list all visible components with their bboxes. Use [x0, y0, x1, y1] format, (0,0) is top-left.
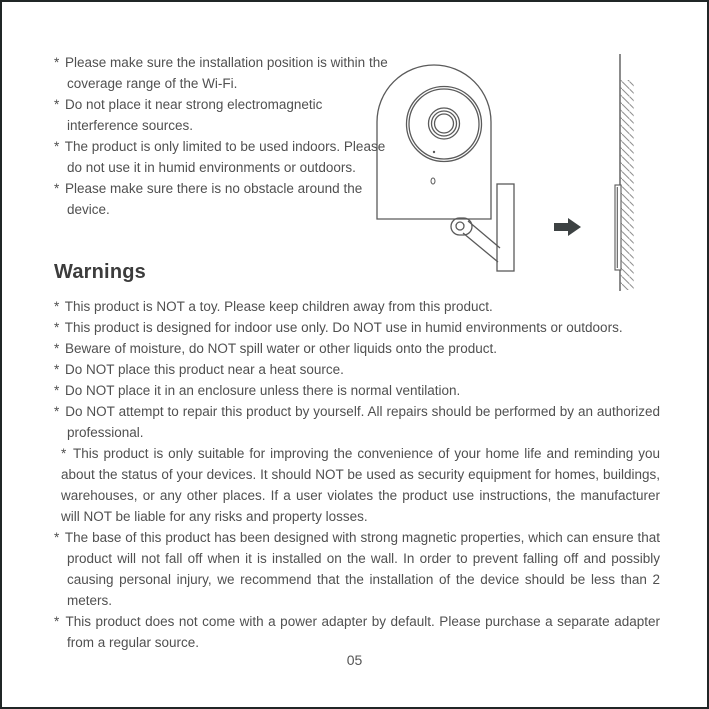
indicator-led [433, 151, 435, 153]
warning-text: This product is only suitable for improving the convenience of your home life and reminding you about the status of your devices. It should NOT be used as security equipment for homes, buildings, warehouses, or any other places. If a user violates the product use instructions, the manufacturer will NOT be liable for any risks and property losses. [61, 446, 660, 524]
warnings-title: Warnings [54, 261, 146, 283]
warning-text: Do NOT place this product near a heat source. [65, 362, 344, 377]
bullet: * [54, 530, 60, 545]
note-text: Do not place it near strong electromagnetic interference sources. [65, 97, 323, 133]
list-item [54, 136, 388, 178]
wall-plate [615, 185, 621, 270]
wall [615, 54, 634, 291]
list-item [54, 611, 660, 653]
list-item [54, 359, 660, 380]
list-item [54, 52, 388, 94]
warning-text: Do NOT attempt to repair this product by yourself. All repairs should be performed by an authorized professional. [65, 404, 660, 440]
bullet: * [54, 320, 60, 335]
bullet: * [54, 97, 60, 112]
bullet: * [54, 299, 60, 314]
bullet: * [61, 446, 67, 461]
bullet: * [54, 341, 60, 356]
list-item [54, 94, 388, 136]
bullet: * [54, 614, 60, 629]
bullet: * [54, 404, 60, 419]
list-item [54, 527, 660, 611]
warning-text: Do NOT place it in an enclosure unless there is normal ventilation. [65, 383, 461, 398]
list-item [61, 443, 660, 527]
note-text: Please make sure there is no obstacle around the device. [65, 181, 363, 217]
warning-text: Beware of moisture, do NOT spill water or other liquids onto the product. [65, 341, 497, 356]
warning-text: This product is NOT a toy. Please keep children away from this product. [64, 299, 493, 314]
warnings-list [54, 296, 660, 653]
list-item [54, 380, 660, 401]
list-item [54, 317, 660, 338]
bullet: * [54, 139, 60, 154]
installation-notes [54, 52, 388, 220]
warning-text: The base of this product has been designed with strong magnetic properties, which can ensure that product will not fall off when it is installed on the wall. In order to prevent falling off and possibly causing personal injury, we recommend that the installation of the device should be less than 2 meters. [64, 530, 660, 608]
note-text: The product is only limited to be used indoors. Please do not use it in humid environments or outdoors. [64, 139, 386, 175]
arrow-right-icon [554, 218, 581, 236]
page-number: 05 [346, 652, 363, 668]
logo-mark [431, 178, 435, 184]
camera-body [377, 65, 491, 219]
camera-bracket [451, 184, 514, 271]
list-item [54, 296, 660, 317]
warnings-section [54, 260, 660, 653]
bullet: * [54, 383, 60, 398]
bullet: * [54, 181, 60, 196]
bullet: * [54, 362, 60, 377]
bullet: * [54, 55, 60, 70]
list-item [54, 178, 388, 220]
list-item [54, 401, 660, 443]
note-text: Please make sure the installation position is within the coverage range of the Wi-Fi. [65, 55, 388, 91]
warning-text: This product is designed for indoor use only. Do NOT use in humid environments or outdoors. [64, 320, 623, 335]
warning-text: This product does not come with a power adapter by default. Please purchase a separate adapter from a regular source. [65, 614, 660, 650]
list-item [54, 338, 660, 359]
